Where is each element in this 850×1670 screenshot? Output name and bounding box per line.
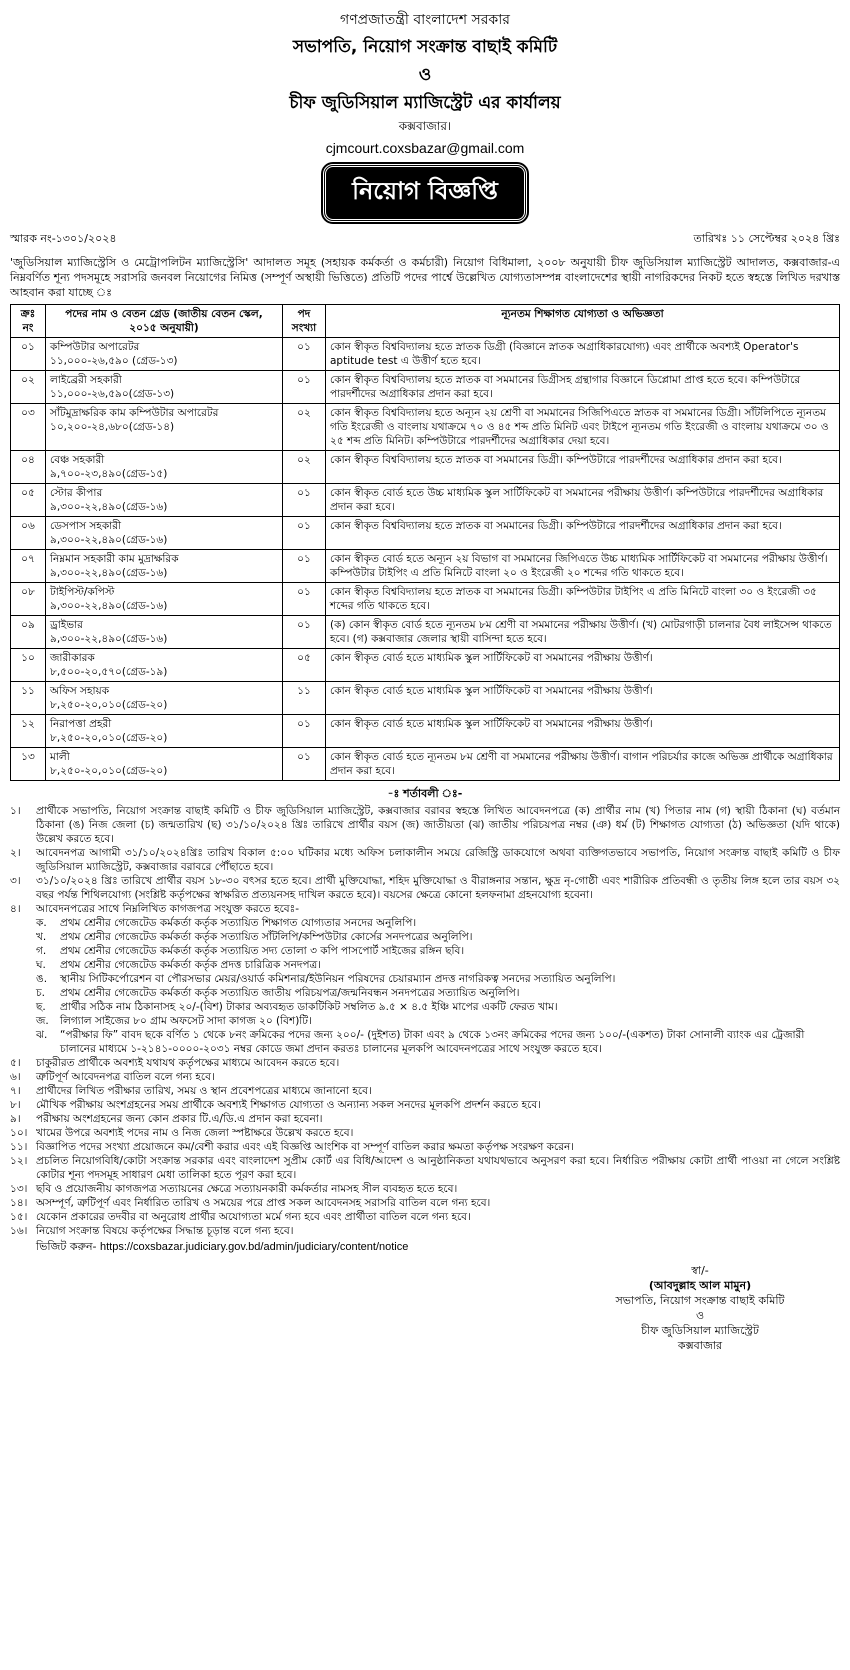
- term-item: [10, 874, 840, 902]
- row-qualification: কোন স্বীকৃত বিশ্ববিদ্যালয় হতে স্নাতক বা সমমানের ডিগ্রী। কম্পিউটারে পারদর্শীদের অগ্রাধিকার প্রদান করা হবে।: [326, 517, 840, 550]
- post-grade: ৯,৩০০-২২,৪৯০(গ্রেড-১৬): [50, 633, 168, 645]
- item-text: নিয়োগ সংক্রান্ত বিষয়ে কর্তৃপক্ষের সিদ্ধান্ত চূড়ান্ত বলে গন্য হবে।: [36, 1225, 294, 1237]
- item-text: ত্রুটিপূর্ণ আবেদনপত্র বাতিল বলে গন্য হবে।: [36, 1071, 215, 1083]
- post-name: নিম্নমান সহকারী কাম মুদ্রাক্ষরিক: [50, 553, 179, 565]
- row-post: [46, 550, 283, 583]
- item-number: ৯।: [10, 1113, 21, 1125]
- row-sl: ০১: [11, 338, 46, 371]
- item-number: ১।: [10, 805, 21, 817]
- row-sl: ১৩: [11, 748, 46, 781]
- item-text: মৌখিক পরীক্ষায় অংশগ্রহনের সময় প্রার্থীকে অবশ্যই শিক্ষাগত যোগ্যতা ও অন্যান্য সকল সনদের মূলকপি প্রদর্শন করতে হবে।: [36, 1099, 541, 1111]
- signatory-line2: চীফ জুডিসিয়াল ম্যাজিস্ট্রেট: [641, 1324, 759, 1337]
- row-sl: ০৯: [11, 616, 46, 649]
- item-text: ছবি ও প্রয়োজনীয় কাগজপত্র সত্যায়নের ক্ষেত্রে সত্যায়নকারী কর্মকর্তার নামসহ সীল ব্যবহৃত হতে হবে।: [36, 1183, 458, 1195]
- table-row: [11, 748, 840, 781]
- term-item: [10, 1210, 840, 1224]
- item-number: ঙ.: [36, 973, 48, 985]
- item-text: স্থানীয় সিটিকর্পোরেশন বা পৌরসভার মেয়র/ওয়ার্ড কমিশনার/ইউনিয়ন পরিষদের চেয়ারম্যান প্রদত্ত নাগরিকত্ব সনদের সত্যায়িত অনুলিপি।: [60, 973, 616, 985]
- table-row: [11, 451, 840, 484]
- term-item: [10, 1112, 840, 1126]
- item-text: আবেদনপত্রের সাথে নিম্নলিখিত কাগজপত্র সংযুক্ত করতে হবেঃ-: [36, 903, 300, 915]
- term-item: [10, 804, 840, 846]
- row-count: ০১: [283, 517, 326, 550]
- table-row: [11, 583, 840, 616]
- row-count: ০১: [283, 550, 326, 583]
- visit-line: [10, 1238, 840, 1257]
- row-qualification: কোন স্বীকৃত বোর্ড হতে উচ্চ মাধ্যমিক স্কুল সার্টিফিকেট বা সমমানের পরীক্ষায় উত্তীর্ণ। কম্পিউটারে পারদর্শীদের অগ্রাধিকার প্রদান করা হবে।: [326, 484, 840, 517]
- item-text: অসম্পূর্ণ, ত্রুটিপূর্ণ এবং নির্ধারিত তারিখ ও সময়ের পরে প্রাপ্ত সকল আবেদনসহ সরাসরি বাতিল বলে গন্য হবে।: [36, 1197, 491, 1209]
- item-number: ১১।: [10, 1141, 28, 1153]
- item-text: প্রথম শ্রেনীর গেজেটেড কর্মকর্তা কর্তৃক সত্যায়িত জাতীয় পরিচয়পত্র/জন্মনিবন্ধন সনদপত্রের সত্যায়িত অনুলিপি।: [60, 987, 520, 999]
- item-text: প্রার্থীর সঠিক নাম ঠিকানাসহ ২০/-(বিশ) টাকার অব্যবহৃত ডাকটিকিট সম্বলিত ৯.৫ × ৪.৫ ইঞ্চি মাপের একটি ফেরত খাম।: [60, 1001, 558, 1013]
- office-name: চীফ জুডিসিয়াল ম্যাজিস্ট্রেট এর কার্যালয়: [289, 93, 561, 113]
- item-text: চাকুরীরত প্রার্থীকে অবশ্যই যথাযথ কর্তৃপক্ষের মাধ্যমে আবেদন করতে হবে।: [36, 1057, 340, 1069]
- post-name: ডেসপাস সহকারী: [50, 520, 121, 532]
- item-number: ১২।: [10, 1155, 28, 1167]
- subterm-item: [10, 1000, 840, 1014]
- item-number: গ.: [36, 945, 47, 957]
- subterm-item: [10, 1028, 840, 1056]
- row-sl: ০২: [11, 371, 46, 404]
- term-item: [10, 1182, 840, 1196]
- post-name: লাইব্রেরী সহকারী: [50, 374, 122, 386]
- item-number: ক.: [36, 917, 47, 929]
- row-count: ০১: [283, 616, 326, 649]
- item-text: প্রথম শ্রেনীর গেজেটেড কর্মকর্তা কর্তৃক প্রদত্ত চারিত্রিক সনদপত্র।: [60, 959, 321, 971]
- item-text: প্রচলিত নিয়োগবিধি/কোটা সংক্রান্ত সরকার এবং বাংলাদেশ সুপ্রীম কোর্ট এর বিধি/আদেশ ও আনুষ্ঠানিকতা যথাযথভাবে অনুসরণ করা হবে। নির্ধারিত পরীক্ষায় কোটা প্রার্থী পাওয়া না গেলে সংশ্লিষ্ট কোটার শূন্য পদসমূহ সাধারণ মেধা তালিকা হতে পূরণ করা হবে।: [36, 1155, 840, 1181]
- item-number: ৬।: [10, 1071, 21, 1083]
- notice-page: [10, 0, 840, 1353]
- post-grade: ৯,৩০০-২২,৪৯০(গ্রেড-১৬): [50, 600, 168, 612]
- table-header-row: [11, 305, 840, 338]
- item-text: প্রথম শ্রেনীর গেজেটেড কর্মকর্তা কর্তৃক সত্যায়িত সদ্য তোলা ৩ কপি পাসপোর্ট সাইজের রঙ্গিন ছবি।: [60, 945, 465, 957]
- row-count: ০২: [283, 404, 326, 451]
- row-qualification: কোন স্বীকৃত বিশ্ববিদ্যালয় হতে স্নাতক ডিগ্রী (বিজ্ঞানে স্নাতক অগ্রাধিকারযোগ্য) এবং প্রার্থীকে অবশ্যই Operator's aptitude test এ উত্তীর্ণ হতে হবে।: [326, 338, 840, 371]
- notice-banner: নিয়োগ বিজ্ঞপ্তি: [323, 164, 527, 222]
- term-item: [10, 1098, 840, 1112]
- memo-number: স্মারক নং-১৩০১/২০২৪: [10, 232, 117, 245]
- intro-paragraph: 'জুডিসিয়াল ম্যাজিস্ট্রেসি ও মেট্রোপলিটন ম্যাজিস্ট্রেসি' আদালত সমূহ (সহায়ক কর্মকর্তা ও কর্মচারী) নিয়োগ বিধিমালা, ২০০৮ অনুযায়ী চীফ জুডিসিয়াল ম্যাজিস্ট্রেট আদালত, কক্সবাজার-এ নিম্নবর্ণিত শূন্য পদসমূহে সরাসরি জনবল নিয়োগের নিমিত্ত (সম্পূর্ণ অস্থায়ী ভিত্তিতে) প্রতিটি পদের পার্শ্বে উল্লেখিত যোগ্যতাসম্পন্ন বাংলাদেশের স্থায়ী নাগরিকদের নিকট হতে স্বহস্তে লিখিত দরখাস্ত আহবান করা যাচ্ছে ঃ: [10, 256, 840, 299]
- item-text: প্রার্থীদের লিখিত পরীক্ষার তারিখ, সময় ও স্থান প্রবেশপত্রের মাধ্যমে জানানো হবে।: [36, 1085, 372, 1097]
- item-text: আবেদনপত্র আগামী ৩১/১০/২০২৪খ্রিঃ তারিখ বিকাল ৫:০০ ঘটিকার মধ্যে অফিস চলাকালীন সময়ে রেজিস্ট্রি ডাকযোগে অথবা ব্যক্তিগতভাবে সভাপতি, নিয়োগ সংক্রান্ত বাছাই কমিটি ও চীফ জুডিসিয়াল ম্যাজিস্ট্রেট, কক্সবাজার বরাবরে পৌঁছাতে হবে।: [36, 847, 840, 873]
- terms-list-2: [10, 1056, 840, 1238]
- item-number: ঝ.: [36, 1029, 48, 1041]
- col-qual: ন্যূনতম শিক্ষাগত যোগ্যতা ও অভিজ্ঞতা: [326, 305, 840, 338]
- ref-row: [10, 230, 840, 249]
- item-number: ১৪।: [10, 1197, 28, 1209]
- row-post: [46, 715, 283, 748]
- item-number: ৮।: [10, 1099, 21, 1111]
- subterm-item: [10, 944, 840, 958]
- item-number: ২।: [10, 847, 21, 859]
- row-sl: ০৩: [11, 404, 46, 451]
- row-qualification: কোন স্বীকৃত বিশ্ববিদ্যালয় হতে স্নাতক বা সমমানের ডিগ্রীসহ গ্রন্থাগার বিজ্ঞানে ডিপ্লোমা প্রাপ্ত হতে হবে। কম্পিউটারে পারদর্শীদের অগ্রাধিকার প্রদান করা হবে।: [326, 371, 840, 404]
- row-count: ১১: [283, 682, 326, 715]
- table-row: [11, 649, 840, 682]
- col-sl: ক্রঃ নং: [11, 305, 46, 338]
- post-grade: ৯,৭০০-২৩,৪৯০(গ্রেড-১৫): [50, 468, 168, 480]
- post-name: কম্পিউটার অপারেটর: [50, 341, 140, 353]
- row-count: ০৫: [283, 649, 326, 682]
- post-grade: ১১,০০০-২৬,৫৯০(গ্রেড-১৩): [50, 388, 175, 400]
- col-count: পদ সংখ্যা: [283, 305, 326, 338]
- subterm-item: [10, 972, 840, 986]
- item-text: পরীক্ষায় অংশগ্রহনের জন্য কোন প্রকার টি.এ/ডি.এ প্রদান করা হবেনা।: [36, 1113, 323, 1125]
- row-qualification: কোন স্বীকৃত বিশ্ববিদ্যালয় হতে স্নাতক বা সমমানের ডিগ্রী। কম্পিউটারে পারদর্শীদের অগ্রাধিকার প্রদান করা হবে।: [326, 451, 840, 484]
- row-post: [46, 371, 283, 404]
- post-name: জারীকারক: [50, 652, 95, 664]
- header-and: ও: [418, 65, 432, 85]
- term-item: [10, 1224, 840, 1238]
- table-row: [11, 404, 840, 451]
- item-number: জ.: [36, 1015, 49, 1027]
- item-number: ১৩।: [10, 1183, 28, 1195]
- row-post: [46, 682, 283, 715]
- item-number: ১০।: [10, 1127, 28, 1139]
- post-grade: ৯,৩০০-২২,৪৯০(গ্রেড-১৬): [50, 501, 168, 513]
- item-number: ৫।: [10, 1057, 21, 1069]
- item-text: যেকোন প্রকারের তদবীর বা অনুরোধ প্রার্থীর অযোগ্যতা মর্মে গন্য হবে এবং প্রার্থীতা বাতিল বলে গন্য হবে।: [36, 1211, 471, 1223]
- row-post: [46, 451, 283, 484]
- item-text: “পরীক্ষার ফি” বাবদ ছকে বর্ণিত ১ থেকে ৮নং ক্রমিকের পদের জন্য ২০০/- (দুইশত) টাকা এবং ৯ থেকে ১৩নং ক্রমিকের পদের জন্য ১০০/-(একশত) টাকা সোনালী ব্যাংক এর ট্রেজারী চালানের মাধ্যমে ১-২১৪১-০০০০-২০৩১ নম্বর কোডে জমা প্রদান করতঃ চালানের মূলকপি আবেদনপত্রের সাথে সংযুক্ত করতে হবে।: [60, 1029, 805, 1055]
- item-text: খামের উপরে অবশ্যই পদের নাম ও নিজ জেলা স্পষ্টাক্ষরে উল্লেখ করতে হবে।: [36, 1127, 354, 1139]
- row-post: [46, 649, 283, 682]
- visit-url[interactable]: https://coxsbazar.judiciary.gov.bd/admin/judiciary/content/notice: [100, 1241, 409, 1253]
- row-count: ০১: [283, 484, 326, 517]
- term-item: [10, 1126, 840, 1140]
- row-sl: ০৫: [11, 484, 46, 517]
- subterm-item: [10, 958, 840, 972]
- table-row: [11, 338, 840, 371]
- item-number: ৪।: [10, 903, 21, 915]
- item-number: ছ.: [36, 1001, 46, 1013]
- item-number: ৭।: [10, 1085, 21, 1097]
- row-qualification: কোন স্বীকৃত বোর্ড হতে মাধ্যমিক স্কুল সার্টিফিকেট বা সমমানের পরীক্ষায় উত্তীর্ণ।: [326, 682, 840, 715]
- item-text: প্রথম শ্রেনীর গেজেটেড কর্মকর্তা কর্তৃক সত্যায়িত শিক্ষাগত যোগ্যতার সনদের অনুলিপি।: [60, 917, 417, 929]
- committee-name: সভাপতি, নিয়োগ সংক্রান্ত বাছাই কমিটি: [292, 37, 558, 57]
- row-sl: ১০: [11, 649, 46, 682]
- table-row: [11, 550, 840, 583]
- post-name: টাইপিস্ট/কপিস্ট: [50, 586, 115, 598]
- header: [10, 8, 840, 156]
- row-sl: ০৭: [11, 550, 46, 583]
- row-post: [46, 583, 283, 616]
- subterm-item: [10, 916, 840, 930]
- table-row: [11, 484, 840, 517]
- posts-table: [10, 304, 840, 781]
- item-text: লিগ্যাল সাইজের ৮০ গ্রাম অফসেট সাদা কাগজ ২০ (বিশ)টি।: [60, 1015, 312, 1027]
- row-qualification: কোন স্বীকৃত বিশ্ববিদ্যালয় হতে স্নাতক বা সমমানের ডিগ্রী। কম্পিউটার টাইপিং এ প্রতি মিনিটে বাংলা ৩০ ও ইংরেজী ৩৫ শব্দের গতি থাকতে হবে।: [326, 583, 840, 616]
- post-name: অফিস সহায়ক: [50, 685, 110, 697]
- term-item: [10, 1056, 840, 1070]
- post-grade: ১০,২০০-২৪,৬৮০(গ্রেড-১৪): [50, 421, 175, 433]
- table-row: [11, 682, 840, 715]
- row-count: ০১: [283, 748, 326, 781]
- visit-label: ভিজিট করুন-: [36, 1240, 97, 1253]
- post-grade: ৮,২৫০-২০,০১০(গ্রেড-২০): [50, 699, 168, 711]
- item-number: ১৫।: [10, 1211, 28, 1223]
- row-qualification: (ক) কোন স্বীকৃত বোর্ড হতে ন্যূনতম ৮ম শ্রেণী বা সমমানের পরীক্ষায় উত্তীর্ণ। (খ) মোটরগাড়ী চালনার বৈধ লাইসেন্স থাকতে হবে। (গ) কক্সবাজার জেলার স্থায়ী বাসিন্দা হতে হবে।: [326, 616, 840, 649]
- item-number: খ.: [36, 931, 47, 943]
- signature-mark: স্বা/-: [691, 1264, 709, 1277]
- row-post: [46, 484, 283, 517]
- post-name: ড্রাইভার: [50, 619, 83, 631]
- signatory-and: ও: [695, 1309, 705, 1322]
- post-grade: ৮,২৫০-২০,০১০(গ্রেড-২০): [50, 765, 168, 777]
- term-item: [10, 1070, 840, 1084]
- subterm-item: [10, 1014, 840, 1028]
- item-text: প্রথম শ্রেনীর গেজেটেড কর্মকর্তা কর্তৃক সত্যায়িত সাঁটলিপি/কম্পিউটার কোর্সের সনদপত্রের অনুলিপি।: [60, 931, 473, 943]
- subterms-list: [10, 916, 840, 1056]
- term-item: [10, 1196, 840, 1210]
- row-post: [46, 517, 283, 550]
- table-row: [11, 616, 840, 649]
- subterm-item: [10, 986, 840, 1000]
- row-qualification: কোন স্বীকৃত বোর্ড হতে ন্যূনতম ৮ম শ্রেণী বা সমমানের পরীক্ষায় উত্তীর্ণ। বাগান পরিচর্যার কাজে অভিজ্ঞ প্রার্থীকে অগ্রাধিকার প্রদান করা হবে।: [326, 748, 840, 781]
- signature-block: [580, 1263, 820, 1353]
- term-item: [10, 846, 840, 874]
- table-row: [11, 715, 840, 748]
- term-item: [10, 1140, 840, 1154]
- row-qualification: কোন স্বীকৃত বোর্ড হতে মাধ্যমিক স্কুল সার্টিফিকেট বা সমমানের পরীক্ষায় উত্তীর্ণ।: [326, 649, 840, 682]
- notice-date: তারিখঃ ১১ সেপ্টেম্বর ২০২৪ খ্রিঃ: [693, 232, 840, 245]
- term-item: [10, 1084, 840, 1098]
- term-item: [10, 902, 840, 916]
- item-text: ৩১/১০/২০২৪ খ্রিঃ তারিখে প্রার্থীর বয়স ১৮-৩০ বৎসর হতে হবে। প্রার্থী মুক্তিযোদ্ধা, শহিদ মুক্তিযোদ্ধা ও বীরাঙ্গনার সন্তান, ক্ষুদ্র নৃ-গোষ্ঠী এবং শারীরিক প্রতিবন্ধী ও তৃতীয় লিঙ্গ হলে তার বয়স ৩২ বছর পর্যন্ত শিথিলযোগ্য (সংশ্লিষ্ট কর্তৃপক্ষের স্বাক্ষরিত প্রত্যয়নসহ দাখিল করতে হবে)। বয়সের ক্ষেত্রে কোনো হলফনামা গ্রহনযোগ্য হবেনা।: [36, 875, 840, 901]
- row-post: [46, 404, 283, 451]
- row-post: [46, 616, 283, 649]
- row-sl: ০৪: [11, 451, 46, 484]
- post-grade: ৮,৫০০-২০,৫৭০(গ্রেড-১৯): [50, 666, 168, 678]
- post-grade: ৮,২৫০-২০,০১০(গ্রেড-২০): [50, 732, 168, 744]
- row-qualification: কোন স্বীকৃত বোর্ড হতে অন্যূন ২য় বিভাগ বা সমমানের জিপিএতে উচ্চ মাধ্যমিক সার্টিফিকেট বা সমমানের পরীক্ষায় উত্তীর্ণ। কম্পিউটার টাইপিং এ প্রতি মিনিটে বাংলা ২০ ও ইংরেজী ২০ শব্দের গতি থাকতে হবে।: [326, 550, 840, 583]
- item-number: ১৬।: [10, 1225, 28, 1237]
- post-grade: ৯,৩০০-২২,৪৯০(গ্রেড-১৬): [50, 534, 168, 546]
- col-post: পদের নাম ও বেতন গ্রেড (জাতীয় বেতন স্কেল, ২০১৫ অনুযায়ী): [46, 305, 283, 338]
- row-count: ০২: [283, 451, 326, 484]
- signatory-place: কক্সবাজার: [677, 1339, 723, 1352]
- item-number: ৩।: [10, 875, 21, 887]
- post-name: নিরাপত্তা প্রহরী: [50, 718, 112, 730]
- row-sl: ০৬: [11, 517, 46, 550]
- item-number: চ.: [36, 987, 46, 999]
- row-count: ০১: [283, 583, 326, 616]
- post-grade: ৯,৩০০-২২,৪৯০(গ্রেড-১৬): [50, 567, 168, 579]
- term-item: [10, 1154, 840, 1182]
- post-grade: ১১,০০০-২৬,৫৯০ (গ্রেড-১৩): [50, 355, 178, 367]
- office-email: cjmcourt.coxsbazar@gmail.com: [325, 140, 525, 156]
- post-name: মালী: [50, 751, 70, 763]
- terms-list: [10, 804, 840, 916]
- office-place: কক্সবাজার।: [398, 119, 452, 133]
- row-count: ০১: [283, 371, 326, 404]
- row-sl: ০৮: [11, 583, 46, 616]
- row-sl: ১২: [11, 715, 46, 748]
- table-row: [11, 517, 840, 550]
- item-number: ঘ.: [36, 959, 46, 971]
- terms-title: -ঃ শর্তাবলী ঃ-: [387, 787, 463, 800]
- row-qualification: কোন স্বীকৃত বিশ্ববিদ্যালয় হতে অন্যূন ২য় শ্রেণী বা সমমানের সিজিপিএতে স্নাতক বা সমমানের ডিগ্রী। সাঁটলিপিতে ন্যূনতম গতি ইংরেজী ও বাংলায় যথাক্রমে ৭০ ও ৪৫ শব্দ প্রতি মিনিট এবং টাইপে ন্যূনতম গতি ইংরেজী ও বাংলায় যথাক্রমে ৩০ ও ২৫ শব্দ প্রতি মিনিট। কম্পিউটারে পারদর্শীদের অগ্রাধিকার দেয়া হবে।: [326, 404, 840, 451]
- signatory-name: (আবদুল্লাহ আল মামুন): [648, 1279, 752, 1292]
- signatory-line1: সভাপতি, নিয়োগ সংক্রান্ত বাছাই কমিটি: [615, 1294, 785, 1307]
- item-text: প্রার্থীকে সভাপতি, নিয়োগ সংক্রান্ত বাছাই কমিটি ও চীফ জুডিসিয়াল ম্যাজিস্ট্রেট, কক্সবাজার বরাবর স্বহস্তে লিখিত আবেদনপত্রে (ক) প্রার্থীর নাম (খ) পিতার নাম (গ) স্থায়ী ঠিকানা (ঘ) বর্তমান ঠিকানা (ঙ) নিজ জেলা (চ) জন্মতারিখ (ছ) ৩১/১০/২০২৪ খ্রিঃ তারিখে প্রার্থীর বয়স (জ) জাতীয়তা (ঝ) জাতীয় পরিচয়পত্র নম্বর (ঞ) ধর্ম (ট) শিক্ষাগত যোগ্যতা (ঠ) অভিজ্ঞতা (যদি থাকে) উল্লেখ করতে হবে।: [36, 805, 840, 845]
- row-post: [46, 748, 283, 781]
- post-name: বেঞ্চ সহকারী: [50, 454, 105, 466]
- row-sl: ১১: [11, 682, 46, 715]
- post-name: স্টোর কীপার: [50, 487, 103, 499]
- table-row: [11, 371, 840, 404]
- row-qualification: কোন স্বীকৃত বোর্ড হতে মাধ্যমিক স্কুল সার্টিফিকেট বা সমমানের পরীক্ষায় উত্তীর্ণ।: [326, 715, 840, 748]
- item-text: বিজ্ঞাপিত পদের সংখ্যা প্রয়োজনে কম/বেশী করার এবং এই বিজ্ঞপ্তি আংশিক বা সম্পূর্ণ বাতিল করার ক্ষমতা কর্তৃপক্ষ সংরক্ষণ করেন।: [36, 1141, 575, 1153]
- row-count: ০১: [283, 338, 326, 371]
- row-post: [46, 338, 283, 371]
- gov-name: গণপ্রজাতন্ত্রী বাংলাদেশ সরকার: [340, 12, 510, 28]
- row-count: ০১: [283, 715, 326, 748]
- subterm-item: [10, 930, 840, 944]
- post-name: সাঁটমুদ্রাক্ষরিক কাম কম্পিউটার অপারেটর: [50, 407, 219, 419]
